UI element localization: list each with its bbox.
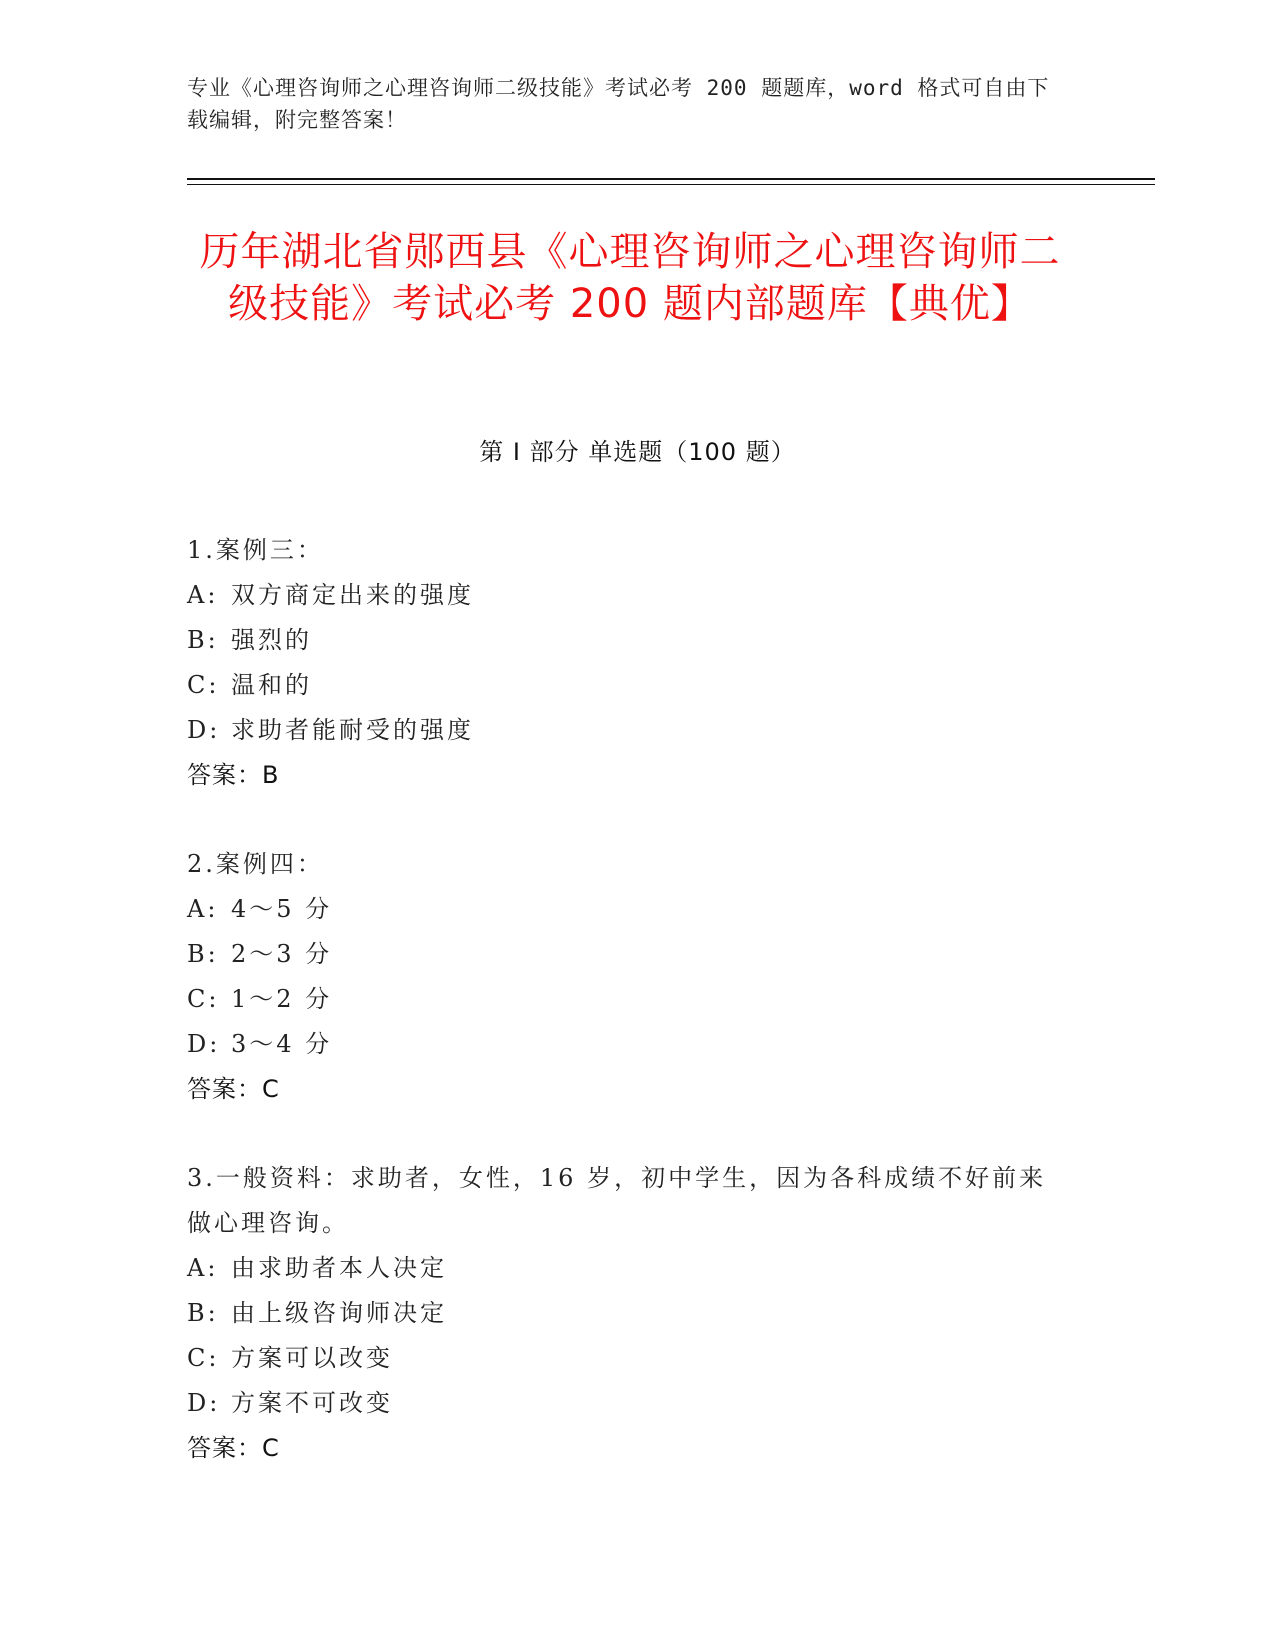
- option-key: D:: [187, 1030, 221, 1058]
- option-c: [187, 663, 1067, 708]
- option-key: B:: [187, 626, 219, 654]
- option-text: 由上级咨询师决定: [231, 1299, 447, 1327]
- option-key: D:: [187, 716, 221, 744]
- question-stem: 3.一般资料：求助者，女性，16 岁，初中学生，因为各科成绩不好前来做心理咨询。: [187, 1164, 1047, 1237]
- option-a: [187, 1246, 1067, 1291]
- option-text: 4～5 分: [231, 895, 333, 923]
- option-text: 由求助者本人决定: [231, 1254, 447, 1282]
- option-text: 方案不可改变: [231, 1389, 393, 1417]
- option-text: 方案可以改变: [231, 1344, 393, 1372]
- question-stem: 2.案例四：: [187, 850, 324, 878]
- option-d: [187, 1022, 1067, 1067]
- section-heading: 第 I 部分 单选题（100 题）: [479, 438, 796, 466]
- option-key: A:: [187, 581, 219, 609]
- option-key: C:: [187, 671, 220, 699]
- option-c: [187, 977, 1067, 1022]
- answer: 答案：B: [187, 761, 280, 789]
- answer: 答案：C: [187, 1434, 280, 1462]
- header-divider-thick: [187, 178, 1155, 180]
- option-text: 强烈的: [231, 626, 312, 654]
- option-key: B:: [187, 1299, 219, 1327]
- answer: 答案：C: [187, 1075, 280, 1103]
- option-text: 1～2 分: [231, 985, 333, 1013]
- option-text: 求助者能耐受的强度: [231, 716, 474, 744]
- header-note: 专业《心理咨询师之心理咨询师二级技能》考试必考 200 题题库，word 格式可自由下载编辑，附完整答案！: [187, 76, 1050, 132]
- option-d: [187, 1381, 1067, 1426]
- option-key: C:: [187, 985, 220, 1013]
- option-text: 3～4 分: [231, 1030, 333, 1058]
- option-a: [187, 573, 1067, 618]
- question-2: [187, 842, 1067, 1112]
- question-list: [187, 528, 1067, 1515]
- option-text: 温和的: [231, 671, 312, 699]
- option-a: [187, 887, 1067, 932]
- option-key: B:: [187, 940, 219, 968]
- option-key: C:: [187, 1344, 220, 1372]
- document-title: 历年湖北省郧西县《心理咨询师之心理咨询师二级技能》考试必考 200 题内部题库【典优】: [199, 229, 1061, 327]
- option-text: 2～3 分: [231, 940, 333, 968]
- option-b: [187, 932, 1067, 977]
- option-key: A:: [187, 895, 219, 923]
- option-b: [187, 618, 1067, 663]
- question-1: [187, 528, 1067, 798]
- question-3: [187, 1156, 1067, 1471]
- option-key: A:: [187, 1254, 219, 1282]
- option-d: [187, 708, 1067, 753]
- header-divider-thin: [187, 184, 1155, 185]
- option-text: 双方商定出来的强度: [231, 581, 474, 609]
- question-stem: 1.案例三：: [187, 536, 324, 564]
- option-key: D:: [187, 1389, 221, 1417]
- option-c: [187, 1336, 1067, 1381]
- option-b: [187, 1291, 1067, 1336]
